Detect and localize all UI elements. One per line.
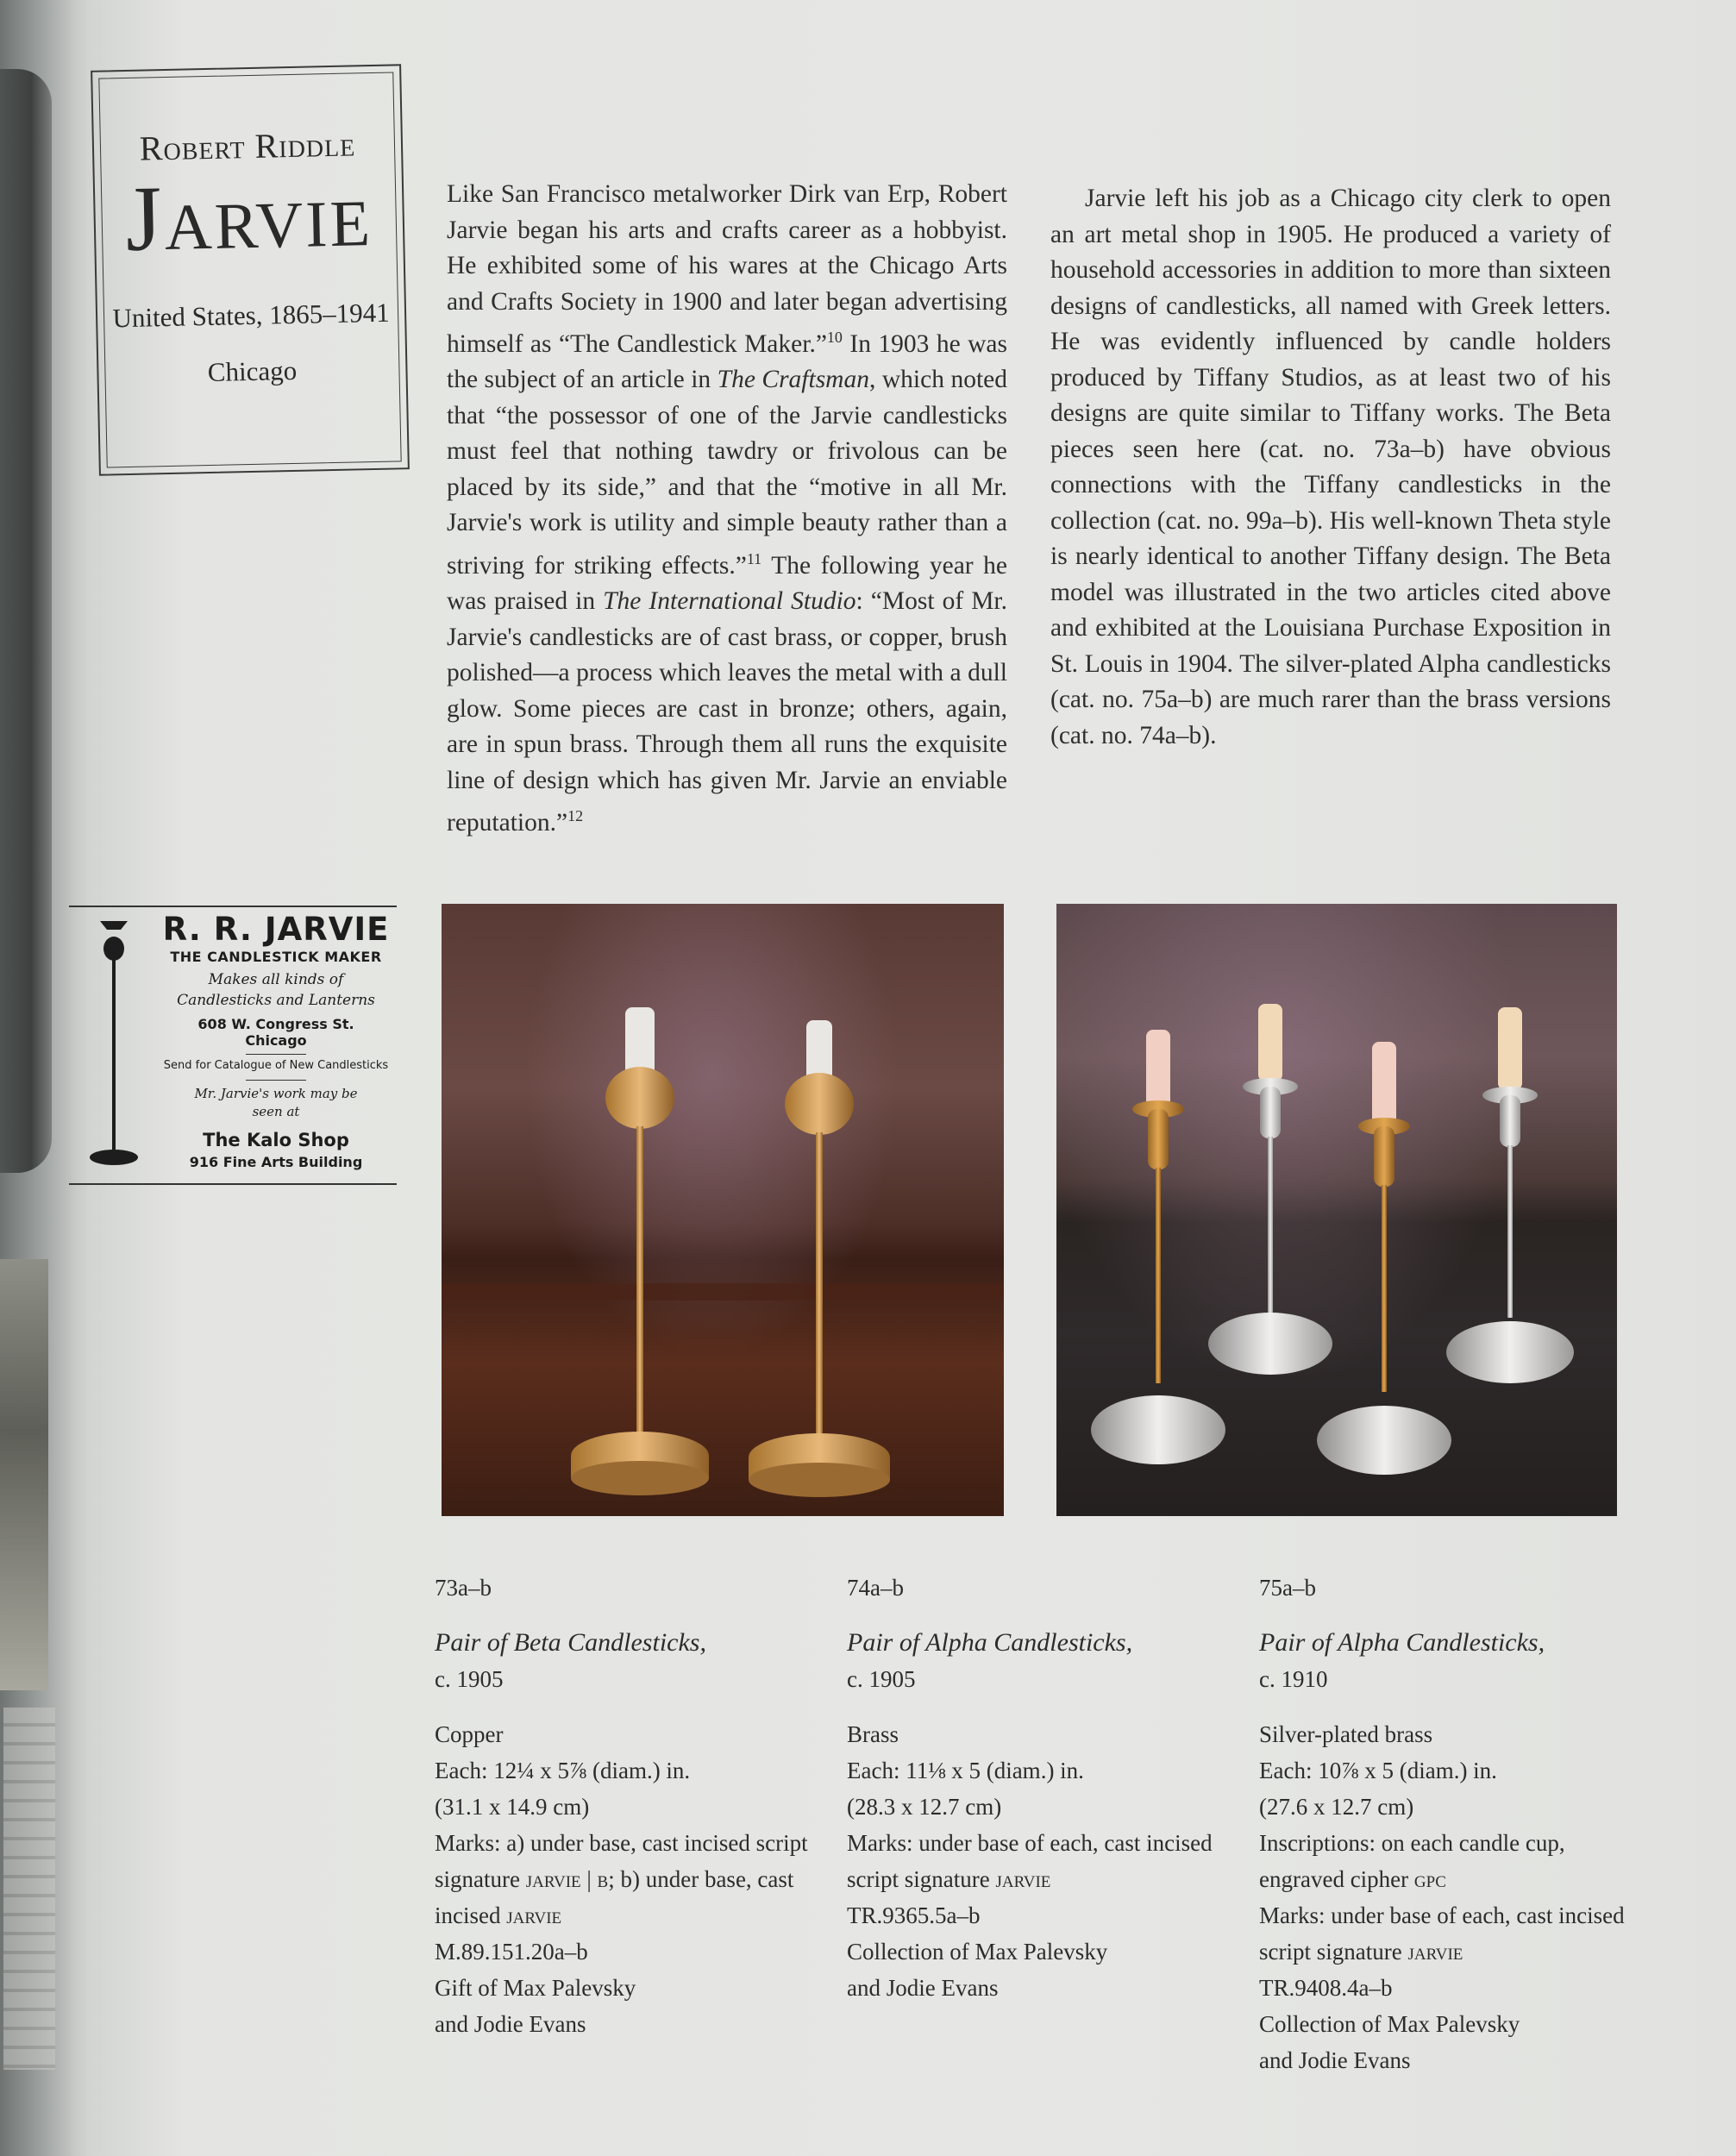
object-title: Pair of Alpha Candlesticks,	[847, 1628, 1133, 1657]
footnote-ref: 10	[826, 329, 843, 346]
marks-text: Marks: under base of each, cast incised script signature	[847, 1830, 1213, 1892]
publication-title: The Craftsman	[717, 366, 869, 394]
body-text-run: The following year he was praised in	[447, 551, 1007, 616]
ad-makes-line1: Makes all kinds of	[208, 971, 344, 988]
body-text-run: In 1903 he was the subject of an article in	[447, 329, 1008, 394]
object-marks	[435, 1825, 814, 1934]
object-inscriptions	[1259, 1825, 1639, 1897]
footnote-ref: 12	[567, 807, 584, 825]
catalogue-number: 73a–b	[435, 1575, 492, 1601]
artist-city: Chicago	[207, 354, 298, 388]
credit-line-1: Gift of Max Palevsky	[435, 1975, 636, 2001]
beta-candlesticks-illustration	[442, 904, 1004, 1516]
ad-divider	[246, 1054, 306, 1055]
object-title: Pair of Beta Candlesticks,	[435, 1628, 706, 1657]
credit-line-1: Collection of Max Palevsky	[847, 1939, 1108, 1965]
object-date: c. 1905	[435, 1666, 504, 1692]
inscriptions-text: Inscriptions: on each candle cup, engraved cipher	[1259, 1830, 1565, 1892]
body-paragraph-2: Jarvie left his job as a Chicago city clerk to open an art metal shop in 1905. He produced a variety of household accessories in addition to more than sixteen designs of candlesticks, all named with Greek letters. He was evidently influenced by candle holders produced by Tiffany Studios, as at least two of his designs are quite similar to Tiffany works. The Beta pieces seen here (cat. no. 73a–b) have obvious connections with the Tiffany candlesticks in the collection (cat. no. 99a–b). His well-known Theta style is nearly identical to another Tiffany design. The Beta model was illustrated in the two articles cited above and exhibited at the Louisiana Purchase Exposition in St. Louis in 1904. The silver-plated Alpha candlesticks (cat. no. 75a–b) are much rarer than the brass versions (cat. no. 74a–b).	[1050, 185, 1611, 749]
ad-tagline: THE CANDLESTICK MAKER	[170, 949, 382, 965]
marks-text: ; b) under base, cast incised	[435, 1866, 794, 1928]
candlestick-icon	[88, 914, 140, 1173]
marks-signature: jarvie	[1407, 1939, 1463, 1965]
object-material: Copper	[435, 1721, 504, 1747]
credit-line-2: and Jodie Evans	[847, 1975, 999, 2001]
inscription-cipher: gpc	[1413, 1866, 1446, 1892]
ad-catalogue-note: Send for Catalogue of New Candlesticks	[163, 1059, 389, 1072]
object-dimensions: Each: 12¼ x 5⅞ (diam.) in.	[435, 1758, 691, 1783]
marks-signature: jarvie	[506, 1902, 562, 1928]
artist-origin-dates: United States, 1865–1941	[112, 297, 391, 334]
ad-work-line2: seen at	[252, 1104, 300, 1119]
marks-text: Marks: under base of each, cast incised script signature	[1259, 1902, 1625, 1965]
footnote-ref: 11	[746, 549, 762, 567]
ad-shop-name: The Kalo Shop	[203, 1130, 349, 1150]
object-date: c. 1905	[847, 1666, 916, 1692]
body-text-run: : “Most of Mr. Jarvie's candlesticks are of cast brass, or copper, brush polished—a process which leaves the metal with a dull glow. Some pieces are cast in bronze; others, again, are in spun brass. Through them all runs the exquisite line of design which has given Mr. Jarvie an enviable reputation.”	[447, 587, 1007, 837]
ad-shop-address: 916 Fine Arts Building	[189, 1154, 363, 1170]
object-dimensions-cm: (28.3 x 12.7 cm)	[847, 1794, 1002, 1820]
alpha-candlesticks-illustration	[1056, 904, 1617, 1516]
body-text-run: , which noted that “the possessor of one of the Jarvie candlesticks must feel that nothing tawdry or frivolous can be placed by its side,” and that the “motive in all Mr. Jarvie's work is utility and simple beauty rather than a striving for striking effects.”	[447, 366, 1008, 580]
ad-address-line1: 608 W. Congress St.	[197, 1016, 354, 1032]
object-title: Pair of Alpha Candlesticks,	[1259, 1628, 1545, 1657]
ad-address-line2: Chicago	[245, 1032, 307, 1049]
marks-text: Marks: a) under base, cast incised script signature	[435, 1830, 808, 1892]
artist-title-box	[91, 64, 410, 475]
ad-makes-line2: Candlesticks and Lanterns	[177, 992, 375, 1009]
body-text-column-right	[1050, 181, 1611, 754]
credit-line-2: and Jodie Evans	[1259, 2047, 1411, 2073]
catalogue-number: 74a–b	[847, 1575, 904, 1601]
object-material: Silver-plated brass	[1259, 1721, 1433, 1747]
ad-makes	[155, 969, 397, 1011]
object-dimensions: Each: 10⅞ x 5 (diam.) in.	[1259, 1758, 1497, 1783]
credit-line-2: and Jodie Evans	[435, 2011, 586, 2037]
candlestick-brass-front-right	[1317, 1042, 1451, 1475]
publication-title: The International Studio	[603, 587, 856, 616]
caption-74a-b	[847, 1570, 1226, 2006]
candlestick-right	[749, 1020, 890, 1497]
photo-alpha-candlesticks	[1056, 904, 1617, 1516]
body-paragraph-1	[447, 177, 1007, 841]
ad-address	[155, 1016, 397, 1049]
candlestick-brass-front-left	[1091, 1030, 1225, 1464]
marks-signature: jarvie	[995, 1866, 1051, 1892]
candlestick-left	[571, 1007, 709, 1495]
adjacent-page-text	[3, 1708, 55, 2070]
ad-work-line1: Mr. Jarvie's work may be	[194, 1086, 358, 1101]
marks-signature: jarvie | b	[525, 1866, 609, 1892]
object-marks	[847, 1825, 1226, 1897]
caption-73a-b	[435, 1570, 814, 2042]
adjacent-page-photo	[0, 1259, 48, 1690]
object-dimensions-cm: (31.1 x 14.9 cm)	[435, 1794, 590, 1820]
object-dimensions-cm: (27.6 x 12.7 cm)	[1259, 1794, 1414, 1820]
jarvie-advertisement	[69, 906, 397, 1185]
ad-name: R. R. JARVIE	[162, 911, 390, 948]
object-date: c. 1910	[1259, 1666, 1328, 1692]
photo-beta-candlesticks	[442, 904, 1004, 1516]
ad-work-note	[155, 1085, 397, 1121]
book-spine-shadow	[0, 69, 52, 1173]
object-material: Brass	[847, 1721, 899, 1747]
artist-first-name: Robert Riddle	[139, 124, 356, 168]
accession-number: TR.9365.5a–b	[847, 1902, 981, 1928]
accession-number: M.89.151.20a–b	[435, 1939, 588, 1965]
credit-line-1: Collection of Max Palevsky	[1259, 2011, 1520, 2037]
body-text-column-left	[447, 177, 1007, 841]
candlestick-silver-back-left	[1208, 1004, 1332, 1375]
body-text-run: Like San Francisco metalworker Dirk van Erp, Robert Jarvie began his arts and crafts career as a hobbyist. He exhibited some of his wares at the Chicago Arts and Crafts Society in 1900 and later began advertising himself as “The Candlestick Maker.”	[447, 180, 1007, 358]
catalogue-number: 75a–b	[1259, 1575, 1316, 1601]
caption-75a-b	[1259, 1570, 1639, 2078]
accession-number: TR.9408.4a–b	[1259, 1975, 1393, 2001]
ad-divider	[246, 1080, 306, 1081]
object-dimensions: Each: 11⅛ x 5 (diam.) in.	[847, 1758, 1084, 1783]
artist-last-name: Jarvie	[124, 163, 373, 271]
object-marks	[1259, 1897, 1639, 1970]
candlestick-silver-back-right	[1446, 1007, 1574, 1383]
